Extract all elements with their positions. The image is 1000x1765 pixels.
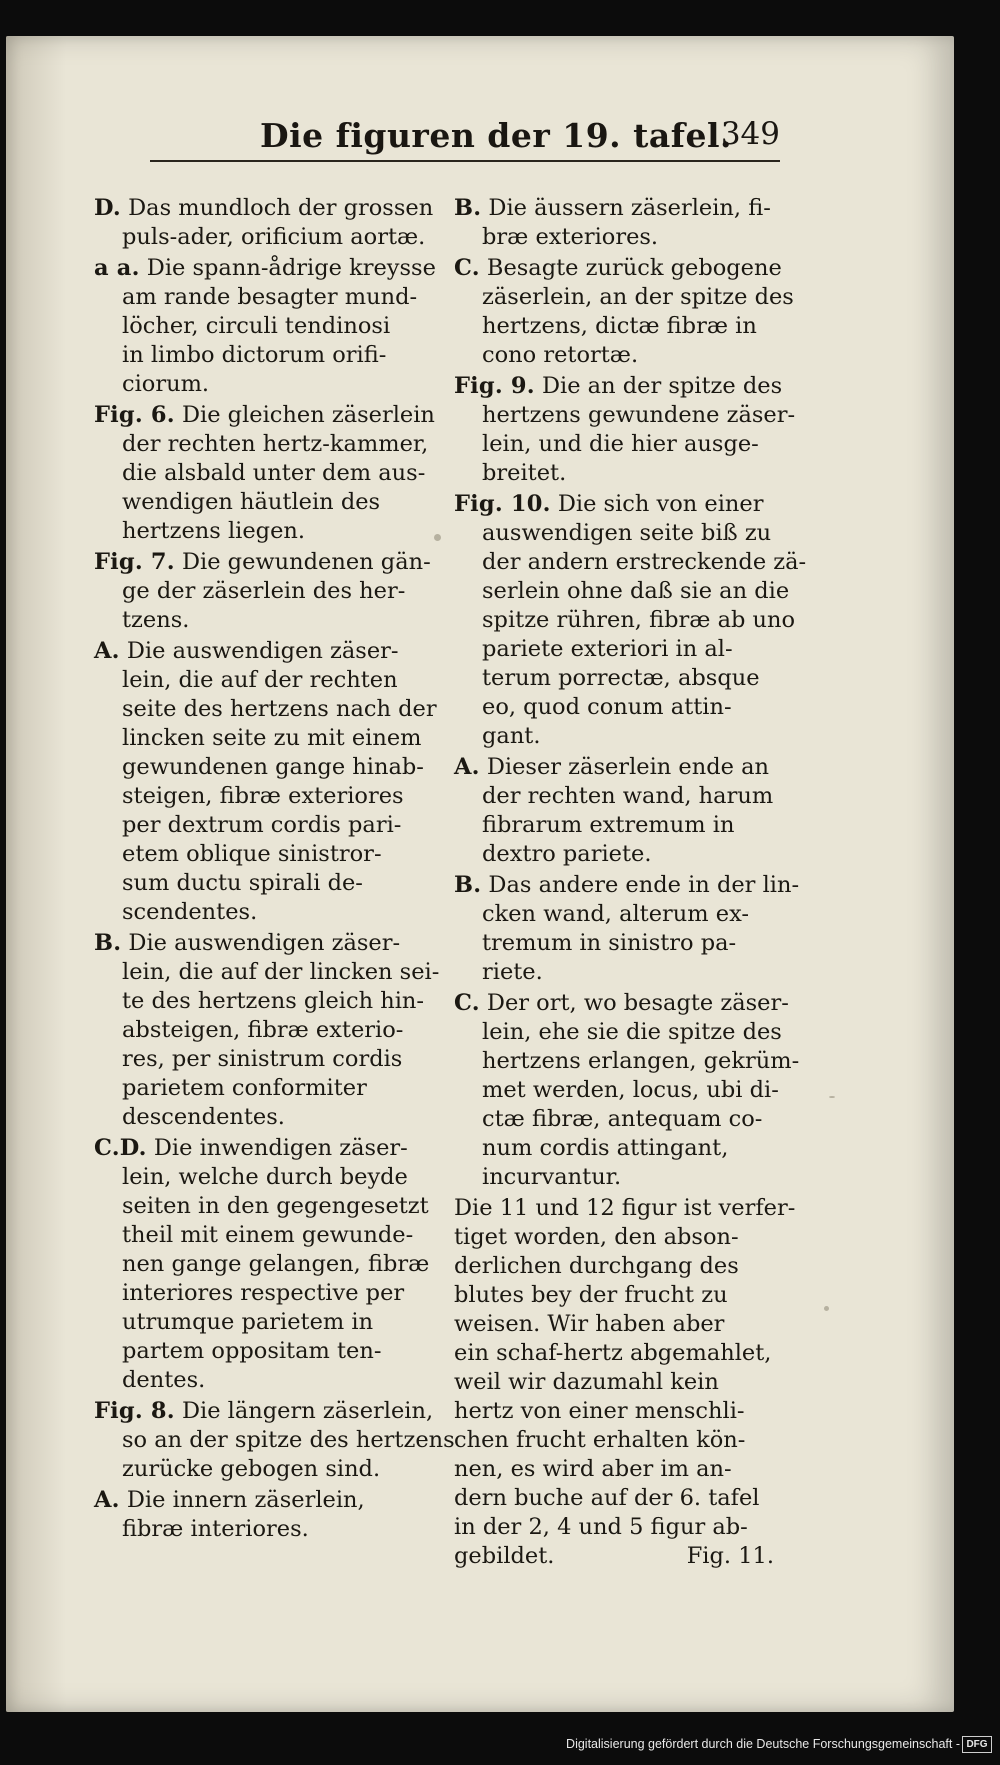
entry-line: gewundenen gange hinab-	[122, 754, 424, 780]
entry-line: Die gleichen zäserlein	[181, 402, 435, 428]
entry-line: nen gange gelangen, fibræ	[122, 1251, 430, 1277]
entry-line: der rechten wand, harum	[482, 783, 774, 809]
entry-line: tremum in sinistro pa-	[482, 930, 737, 956]
left-column	[94, 194, 455, 1546]
entry-line: pariete exteriori in al-	[482, 636, 733, 662]
entry-line: fibræ interiores.	[122, 1516, 309, 1542]
entry-line: weisen. Wir haben aber	[454, 1311, 725, 1337]
dfg-logo: DFG	[962, 1736, 992, 1753]
digitization-footer	[0, 1732, 1000, 1756]
ink-spot	[829, 1096, 835, 1098]
entry-line: Die inwendigen zäser-	[153, 1135, 408, 1161]
entry-line: parietem conformiter	[122, 1075, 367, 1101]
text-entry	[94, 637, 437, 927]
entry-line: lein, welche durch beyde	[122, 1164, 408, 1190]
text-entry	[454, 490, 807, 751]
entry-label: B.	[454, 195, 482, 221]
entry-line: Dieser zäserlein ende an	[486, 754, 769, 780]
entry-label: A.	[94, 638, 120, 664]
header-rule	[150, 160, 780, 162]
entry-line: utrumque parietem in	[122, 1309, 374, 1335]
entry-line: tzens.	[122, 607, 190, 633]
running-title: Die figuren der 19. tafel.	[260, 116, 732, 155]
entry-line: Die gewundenen gän-	[181, 549, 431, 575]
entry-line: hertzens, dictæ fibræ in	[482, 313, 757, 339]
entry-line: lein, ehe sie die spitze des	[482, 1019, 782, 1045]
entry-line: steigen, fibræ exteriores	[122, 783, 404, 809]
entry-line: sum ductu spirali de-	[122, 870, 363, 896]
entry-line: auswendigen seite biß zu	[482, 520, 772, 546]
entry-line: zurücke gebogen sind.	[122, 1456, 381, 1482]
entry-label: C.	[454, 255, 480, 281]
entry-label: Fig. 9.	[454, 373, 535, 399]
page-header	[150, 112, 780, 168]
entry-line: chen frucht erhalten kön-	[454, 1427, 746, 1453]
digitization-credit: Digitalisierung gefördert durch die Deutsche Forschungsgemeinschaft -	[566, 1737, 960, 1751]
entry-line: in der 2, 4 und 5 figur ab-	[454, 1514, 748, 1540]
text-entry	[94, 1397, 455, 1484]
text-entry	[454, 871, 800, 987]
text-entry	[94, 194, 434, 252]
right-column	[454, 194, 807, 1573]
page-number: 349	[720, 116, 780, 152]
entry-line: dextro pariete.	[482, 841, 652, 867]
entry-line: lein, und die hier ausge-	[482, 431, 759, 457]
text-entry	[94, 548, 431, 635]
entry-line: absteigen, fibræ exterio-	[122, 1017, 404, 1043]
text-entry	[94, 401, 435, 546]
entry-line: blutes bey der frucht zu	[454, 1282, 728, 1308]
entry-label: A.	[94, 1487, 120, 1513]
entry-line: seiten in den gegengesetzt	[122, 1193, 429, 1219]
entry-line: interiores respective per	[122, 1280, 405, 1306]
entry-line: lein, die auf der lincken sei-	[122, 959, 440, 985]
entry-line: Die an der spitze des	[541, 373, 783, 399]
entry-line: bræ exteriores.	[482, 224, 659, 250]
entry-line: breitet.	[482, 460, 567, 486]
entry-line: derlichen durchgang des	[454, 1253, 739, 1279]
entry-line: zäserlein, an der spitze des	[482, 284, 794, 310]
entry-line: hertzens gewundene zäser-	[482, 402, 796, 428]
entry-label: Fig. 6.	[94, 402, 175, 428]
entry-line: der rechten hertz-kammer,	[122, 431, 429, 457]
entry-line: Die längern zäserlein,	[181, 1398, 434, 1424]
entry-line: scendentes.	[122, 899, 258, 925]
entry-line: partem oppositam ten-	[122, 1338, 382, 1364]
entry-line: löcher, circuli tendinosi	[122, 313, 391, 339]
entry-line: Die spann-ådrige kreysse	[146, 255, 436, 281]
entry-line: tiget worden, den abson-	[454, 1224, 739, 1250]
entry-label: Fig. 10.	[454, 491, 551, 517]
text-entry	[454, 753, 788, 869]
entry-line: per dextrum cordis pari-	[122, 812, 402, 838]
text-entry	[454, 989, 800, 1192]
entry-line: serlein ohne daß sie an die	[482, 578, 790, 604]
entry-label: B.	[94, 930, 122, 956]
entry-line: am rande besagter mund-	[122, 284, 418, 310]
entry-line: so an der spitze des hertzens	[122, 1427, 455, 1453]
text-entry	[454, 372, 796, 488]
entry-line: gant.	[482, 723, 541, 749]
entry-line: weil wir dazumahl kein	[454, 1369, 719, 1395]
entry-line: lincken seite zu mit einem	[122, 725, 422, 751]
entry-line: die alsbald unter dem aus-	[122, 460, 426, 486]
ink-spot	[824, 1306, 829, 1311]
text-entry	[94, 254, 436, 399]
entry-label: B.	[454, 872, 482, 898]
entry-line: met werden, locus, ubi di-	[482, 1077, 779, 1103]
text-entry	[454, 254, 794, 370]
entry-line: wendigen häutlein des	[122, 489, 381, 515]
entry-label: C.	[454, 990, 480, 1016]
entry-line: Fig. 11.	[686, 1543, 774, 1569]
entry-line: ciorum.	[122, 371, 210, 397]
entry-line: dern buche auf der 6. tafel	[454, 1485, 760, 1511]
ink-spot	[434, 534, 441, 541]
entry-line: Die auswendigen zäser-	[126, 638, 399, 664]
text-entry	[454, 1194, 796, 1571]
text-entry	[94, 1486, 418, 1544]
entry-line: ge der zäserlein des her-	[122, 578, 406, 604]
entry-line: ein schaf-hertz abgemahlet,	[454, 1340, 772, 1366]
entry-line: ctæ fibræ, antequam co-	[482, 1106, 763, 1132]
entry-line: hertz von einer menschli-	[454, 1398, 745, 1424]
entry-line: puls-ader, orificium aortæ.	[122, 224, 426, 250]
entry-line: Die auswendigen zäser-	[128, 930, 401, 956]
entry-line: hertzens liegen.	[122, 518, 306, 544]
entry-line: theil mit einem gewunde-	[122, 1222, 414, 1248]
entry-line: Das andere ende in der lin-	[488, 872, 800, 898]
entry-line: res, per sinistrum cordis	[122, 1046, 403, 1072]
entry-line: Die innern zäserlein,	[126, 1487, 365, 1513]
entry-line: incurvantur.	[482, 1164, 622, 1190]
entry-line: Die äussern zäserlein, fi-	[488, 195, 771, 221]
entry-line: Der ort, wo besagte zäser-	[486, 990, 789, 1016]
entry-line: Die 11 und 12 figur ist verfer-	[454, 1195, 796, 1221]
text-entry	[94, 929, 440, 1132]
entry-line: dentes.	[122, 1367, 206, 1393]
entry-label: a a.	[94, 255, 140, 281]
entry-line: cono retortæ.	[482, 342, 639, 368]
entry-line: gebildet.	[454, 1543, 555, 1569]
entry-label: A.	[454, 754, 480, 780]
entry-label: Fig. 8.	[94, 1398, 175, 1424]
entry-line: Die sich von einer	[557, 491, 764, 517]
entry-line: in limbo dictorum orifi-	[122, 342, 387, 368]
entry-line: fibrarum extremum in	[482, 812, 735, 838]
entry-line: lein, die auf der rechten	[122, 667, 398, 693]
entry-line: nen, es wird aber im an-	[454, 1456, 732, 1482]
text-entry	[94, 1134, 430, 1395]
entry-line: etem oblique sinistror-	[122, 841, 382, 867]
entry-label: D.	[94, 195, 121, 221]
entry-label: Fig. 7.	[94, 549, 175, 575]
entry-line: cken wand, alterum ex-	[482, 901, 749, 927]
entry-line: seite des hertzens nach der	[122, 696, 437, 722]
entry-line: der andern erstreckende zä-	[482, 549, 807, 575]
entry-line: te des hertzens gleich hin-	[122, 988, 425, 1014]
entry-line: Das mundloch der grossen	[128, 195, 434, 221]
entry-line: spitze rühren, fibræ ab uno	[482, 607, 796, 633]
entry-label: C.D.	[94, 1135, 147, 1161]
entry-line: eo, quod conum attin-	[482, 694, 732, 720]
entry-line: descendentes.	[122, 1104, 285, 1130]
entry-line: Besagte zurück gebogene	[486, 255, 782, 281]
entry-line: riete.	[482, 959, 543, 985]
text-entry	[454, 194, 788, 252]
entry-line: terum porrectæ, absque	[482, 665, 760, 691]
entry-line: hertzens erlangen, gekrüm-	[482, 1048, 800, 1074]
entry-line: num cordis attingant,	[482, 1135, 729, 1161]
